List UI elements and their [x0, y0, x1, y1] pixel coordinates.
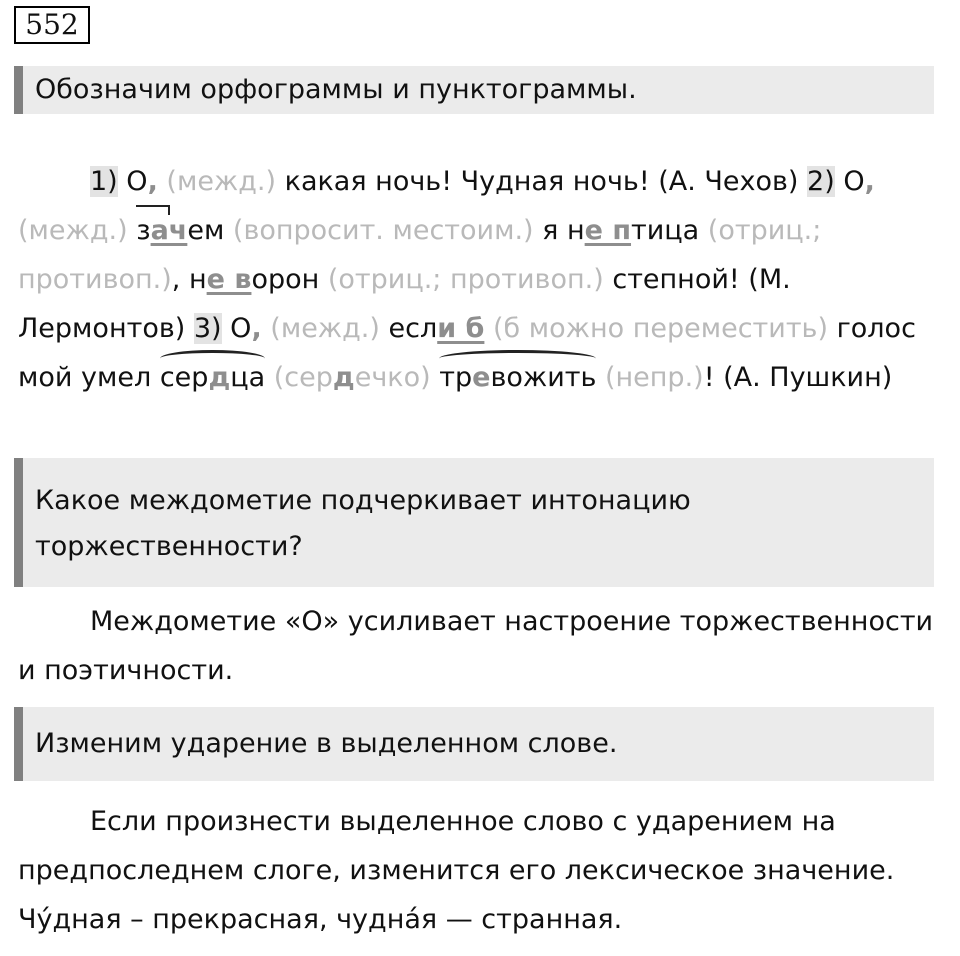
orthogram-e-v: е в	[206, 264, 252, 295]
sentence-number-1: 1)	[90, 166, 118, 197]
note-negation: (отриц.; противоп.)	[319, 264, 604, 295]
task-heading-2: Какое междометие подчеркивает интонацию торжественности?	[14, 458, 934, 587]
sentence-number-2: 2)	[807, 166, 835, 197]
sentence-number-3: 3)	[193, 313, 222, 344]
word-trevozhit: тревожить	[439, 353, 596, 402]
note-interjection: (межд.)	[18, 215, 128, 246]
note-interjection: (межд.)	[157, 166, 277, 197]
orthogram-ne-p: е п	[584, 215, 632, 246]
note-check-word: (сердечко)	[265, 362, 431, 393]
task-heading-3: Изменим ударение в выделенном слове.	[14, 707, 934, 781]
punctogram-comma: ,	[251, 313, 262, 344]
note-particle: (б можно переместить)	[484, 313, 828, 344]
note-unverifiable: (непр.)	[596, 362, 704, 393]
note-pronoun: (вопросит. местоим.)	[224, 215, 534, 246]
answer-3: Если произнести выделенное слово с ударением на предпоследнем слоге, изменится его лексическое значение. Чу́дная – прекрасная, чудна́я — странная.	[18, 806, 895, 935]
punctogram-comma: ,	[864, 166, 875, 197]
exercise-number: 552	[14, 6, 90, 44]
punctogram-comma: ,	[147, 166, 158, 197]
note-interjection: (межд.)	[261, 313, 380, 344]
word-zachem: зачем	[136, 206, 224, 255]
task-heading-1: Обозначим орфограммы и пунктограммы.	[14, 66, 934, 114]
exercise-text: 1) О, (межд.) какая ночь! Чудная ночь! (А. Чехов) 2) О, (межд.) зачем (вопросит. местоим.) я не птица (отриц.; противоп.), не ворон (отриц.; противоп.) степной! (М. Лермонтов) 3) О, (межд.) если б (б можно переместить) голос мой умел сердца (сердечко) тревожить (непр.)! (А. Пушкин)	[18, 157, 946, 402]
note-negation: (отриц.; противоп.)	[18, 215, 822, 295]
orthogram-i-b: и б	[437, 313, 485, 344]
answer-2: Междометие «О» усиливает настроение торжественности и поэтичности.	[18, 606, 934, 686]
word-serdtsa: сердца	[160, 353, 265, 402]
